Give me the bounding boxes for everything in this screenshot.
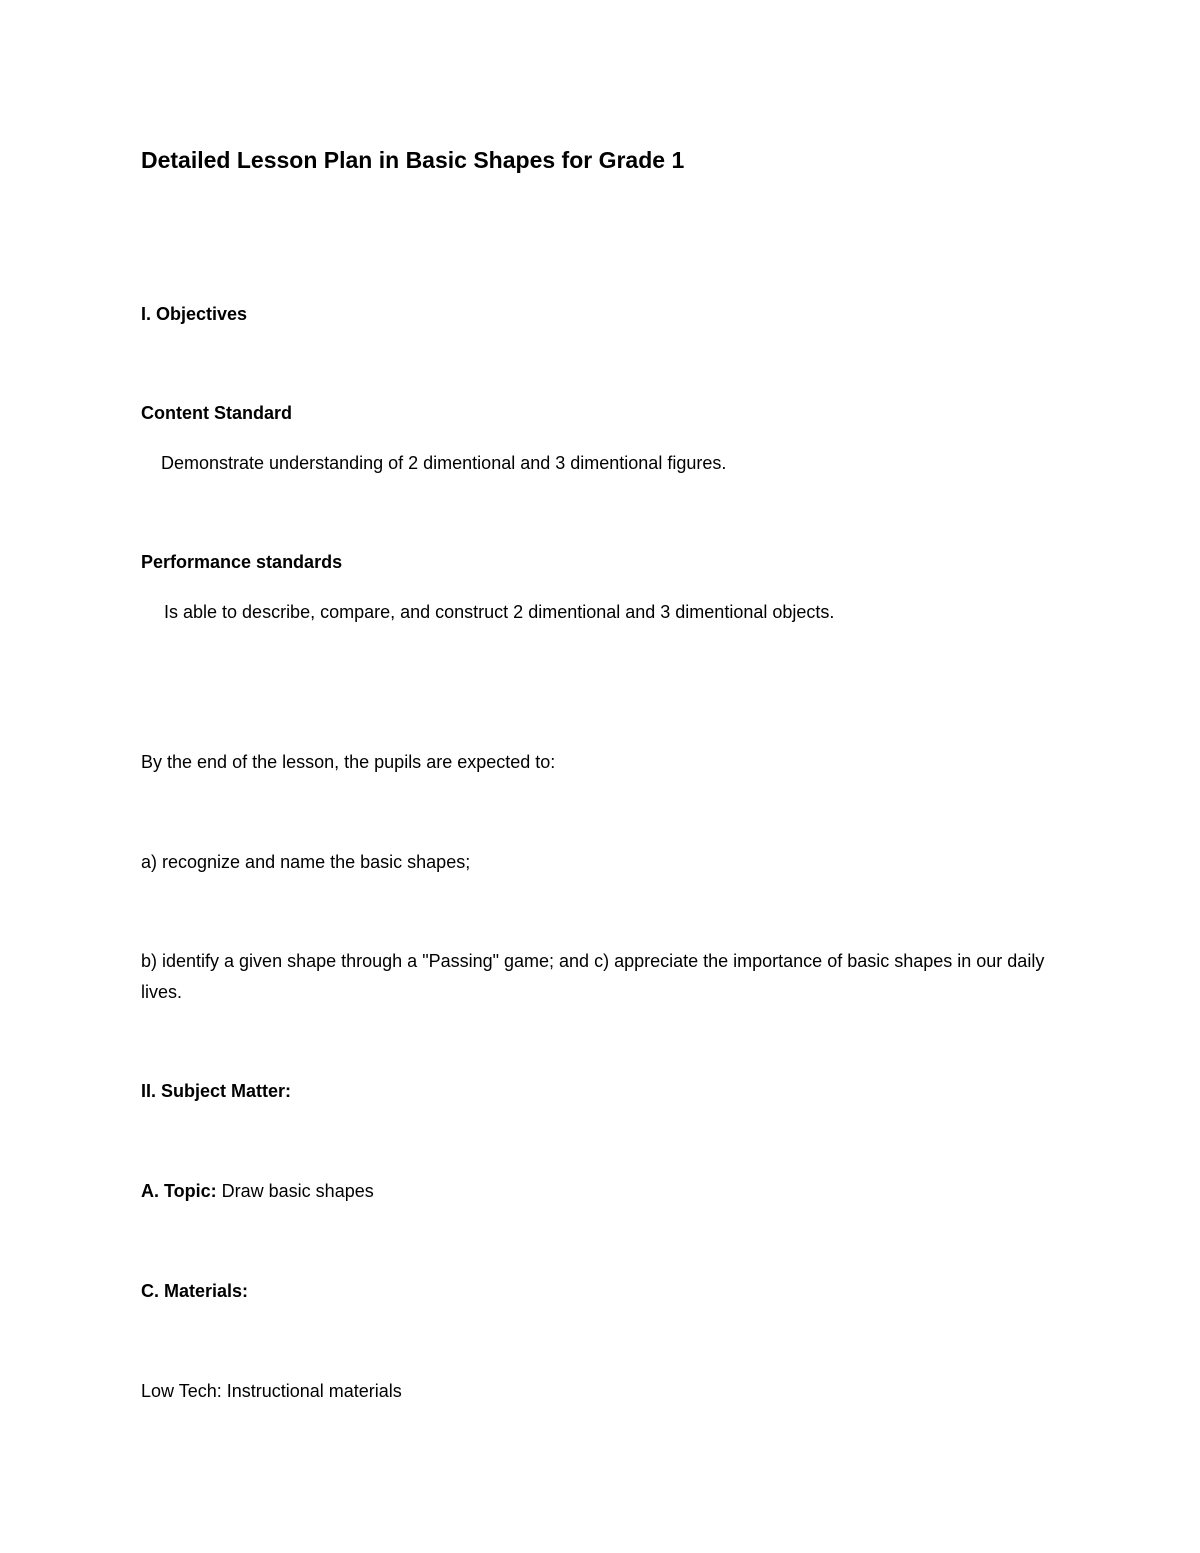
topic-label: A. Topic: [141, 1181, 217, 1201]
performance-standards-text: Is able to describe, compare, and construct 2 dimentional and 3 dimentional objects. [164, 602, 835, 622]
performance-standards-heading: Performance standards [141, 552, 343, 572]
expectation-intro: By the end of the lesson, the pupils are expected to: [141, 752, 556, 772]
subject-matter-heading: II. Subject Matter: [141, 1081, 292, 1101]
materials-heading: C. Materials: [141, 1281, 249, 1301]
objective-a: a) recognize and name the basic shapes; [141, 852, 471, 872]
topic-value: Draw basic shapes [216, 1181, 374, 1201]
low-tech-line: Low Tech: Instructional materials [141, 1381, 402, 1401]
document-title: Detailed Lesson Plan in Basic Shapes for Grade 1 [141, 147, 685, 173]
content-standard-heading: Content Standard [141, 403, 292, 423]
objective-bc: b) identify a given shape through a "Passing" game; and c) appreciate the importance of basic shapes in our daily lives. [141, 951, 1045, 1002]
topic-line [141, 1176, 374, 1207]
objectives-heading: I. Objectives [141, 304, 248, 324]
content-standard-text: Demonstrate understanding of 2 dimentional and 3 dimentional figures. [161, 453, 727, 473]
